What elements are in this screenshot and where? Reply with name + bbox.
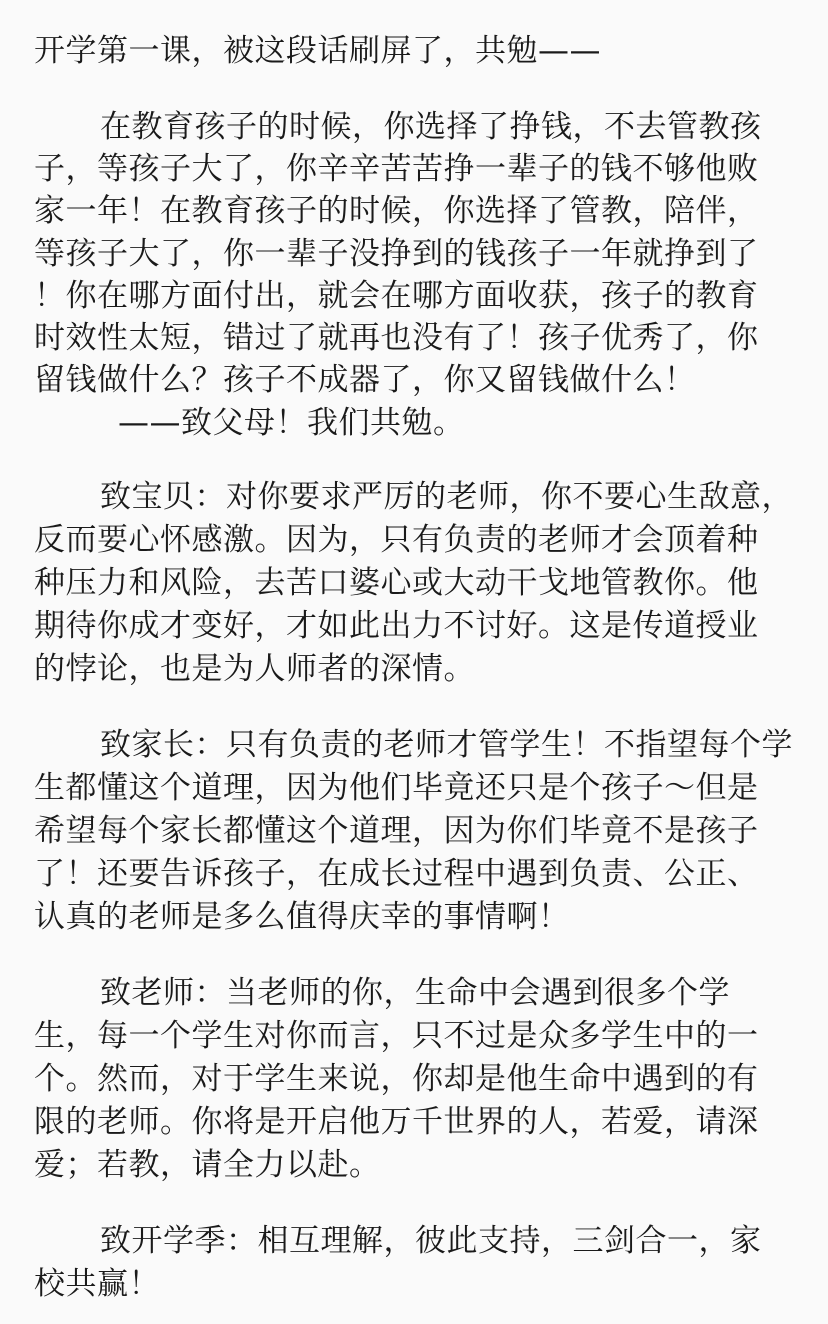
- paragraph-line: 认真的老师是多么值得庆幸的事情啊！: [34, 899, 570, 935]
- paragraph-line: 校共赢！: [34, 1266, 160, 1302]
- title-line: 开学第一课，被这段话刷屏了，共勉——: [34, 33, 601, 69]
- paragraph-line: ！你在哪方面付出，就会在哪方面收获，孩子的教育: [34, 278, 759, 314]
- paragraph-line: 家一年！在教育孩子的时候，你选择了管教，陪伴，: [34, 193, 759, 229]
- paragraph-line: 在教育孩子的时候，你选择了挣钱，不去管教孩: [100, 109, 762, 145]
- paragraph-line: 时效性太短，错过了就再也没有了！孩子优秀了，你: [34, 320, 759, 356]
- signature-line: ——致父母！我们共勉。: [118, 405, 465, 441]
- paragraph-line: 的悖论，也是为人师者的深情。: [34, 651, 475, 687]
- paragraph-line: 反而要心怀感激。因为，只有负责的老师才会顶着种: [34, 522, 759, 558]
- paragraph-line: 种压力和风险，去苦口婆心或大动干戈地管教你。他: [34, 565, 759, 601]
- paragraph-line: 致开学季：相互理解，彼此支持，三剑合一，家: [100, 1223, 762, 1259]
- paragraph-line: 期待你成才变好，才如此出力不讨好。这是传道授业: [34, 608, 759, 644]
- paragraph-line: 致家长：只有负责的老师才管学生！不指望每个学: [100, 727, 793, 763]
- paragraph-line: 希望每个家长都懂这个道理，因为你们毕竟不是孩子: [34, 813, 759, 849]
- paragraph-line: 致老师：当老师的你，生命中会遇到很多个学: [100, 975, 730, 1011]
- paragraph-line: 子，等孩子大了，你辛辛苦苦挣一辈子的钱不够他败: [34, 151, 759, 187]
- paragraph-line: 个。然而，对于学生来说，你却是他生命中遇到的有: [34, 1061, 759, 1097]
- paragraph-line: 生，每一个学生对你而言，只不过是众多学生中的一: [34, 1018, 759, 1054]
- paragraph-line: 限的老师。你将是开启他万千世界的人，若爱，请深: [34, 1104, 759, 1140]
- paragraph-line: 生都懂这个道理，因为他们毕竟还只是个孩子～但是: [34, 770, 759, 806]
- paragraph-line: 等孩子大了，你一辈子没挣到的钱孩子一年就挣到了: [34, 236, 759, 272]
- paragraph-line: 了！还要告诉孩子，在成长过程中遇到负责、公正、: [34, 856, 759, 892]
- paragraph-line: 留钱做什么？孩子不成器了，你又留钱做什么！: [34, 362, 696, 398]
- paragraph-line: 爱；若教，请全力以赴。: [34, 1147, 381, 1183]
- paragraph-line: 致宝贝：对你要求严厉的老师，你不要心生敌意，: [100, 479, 793, 515]
